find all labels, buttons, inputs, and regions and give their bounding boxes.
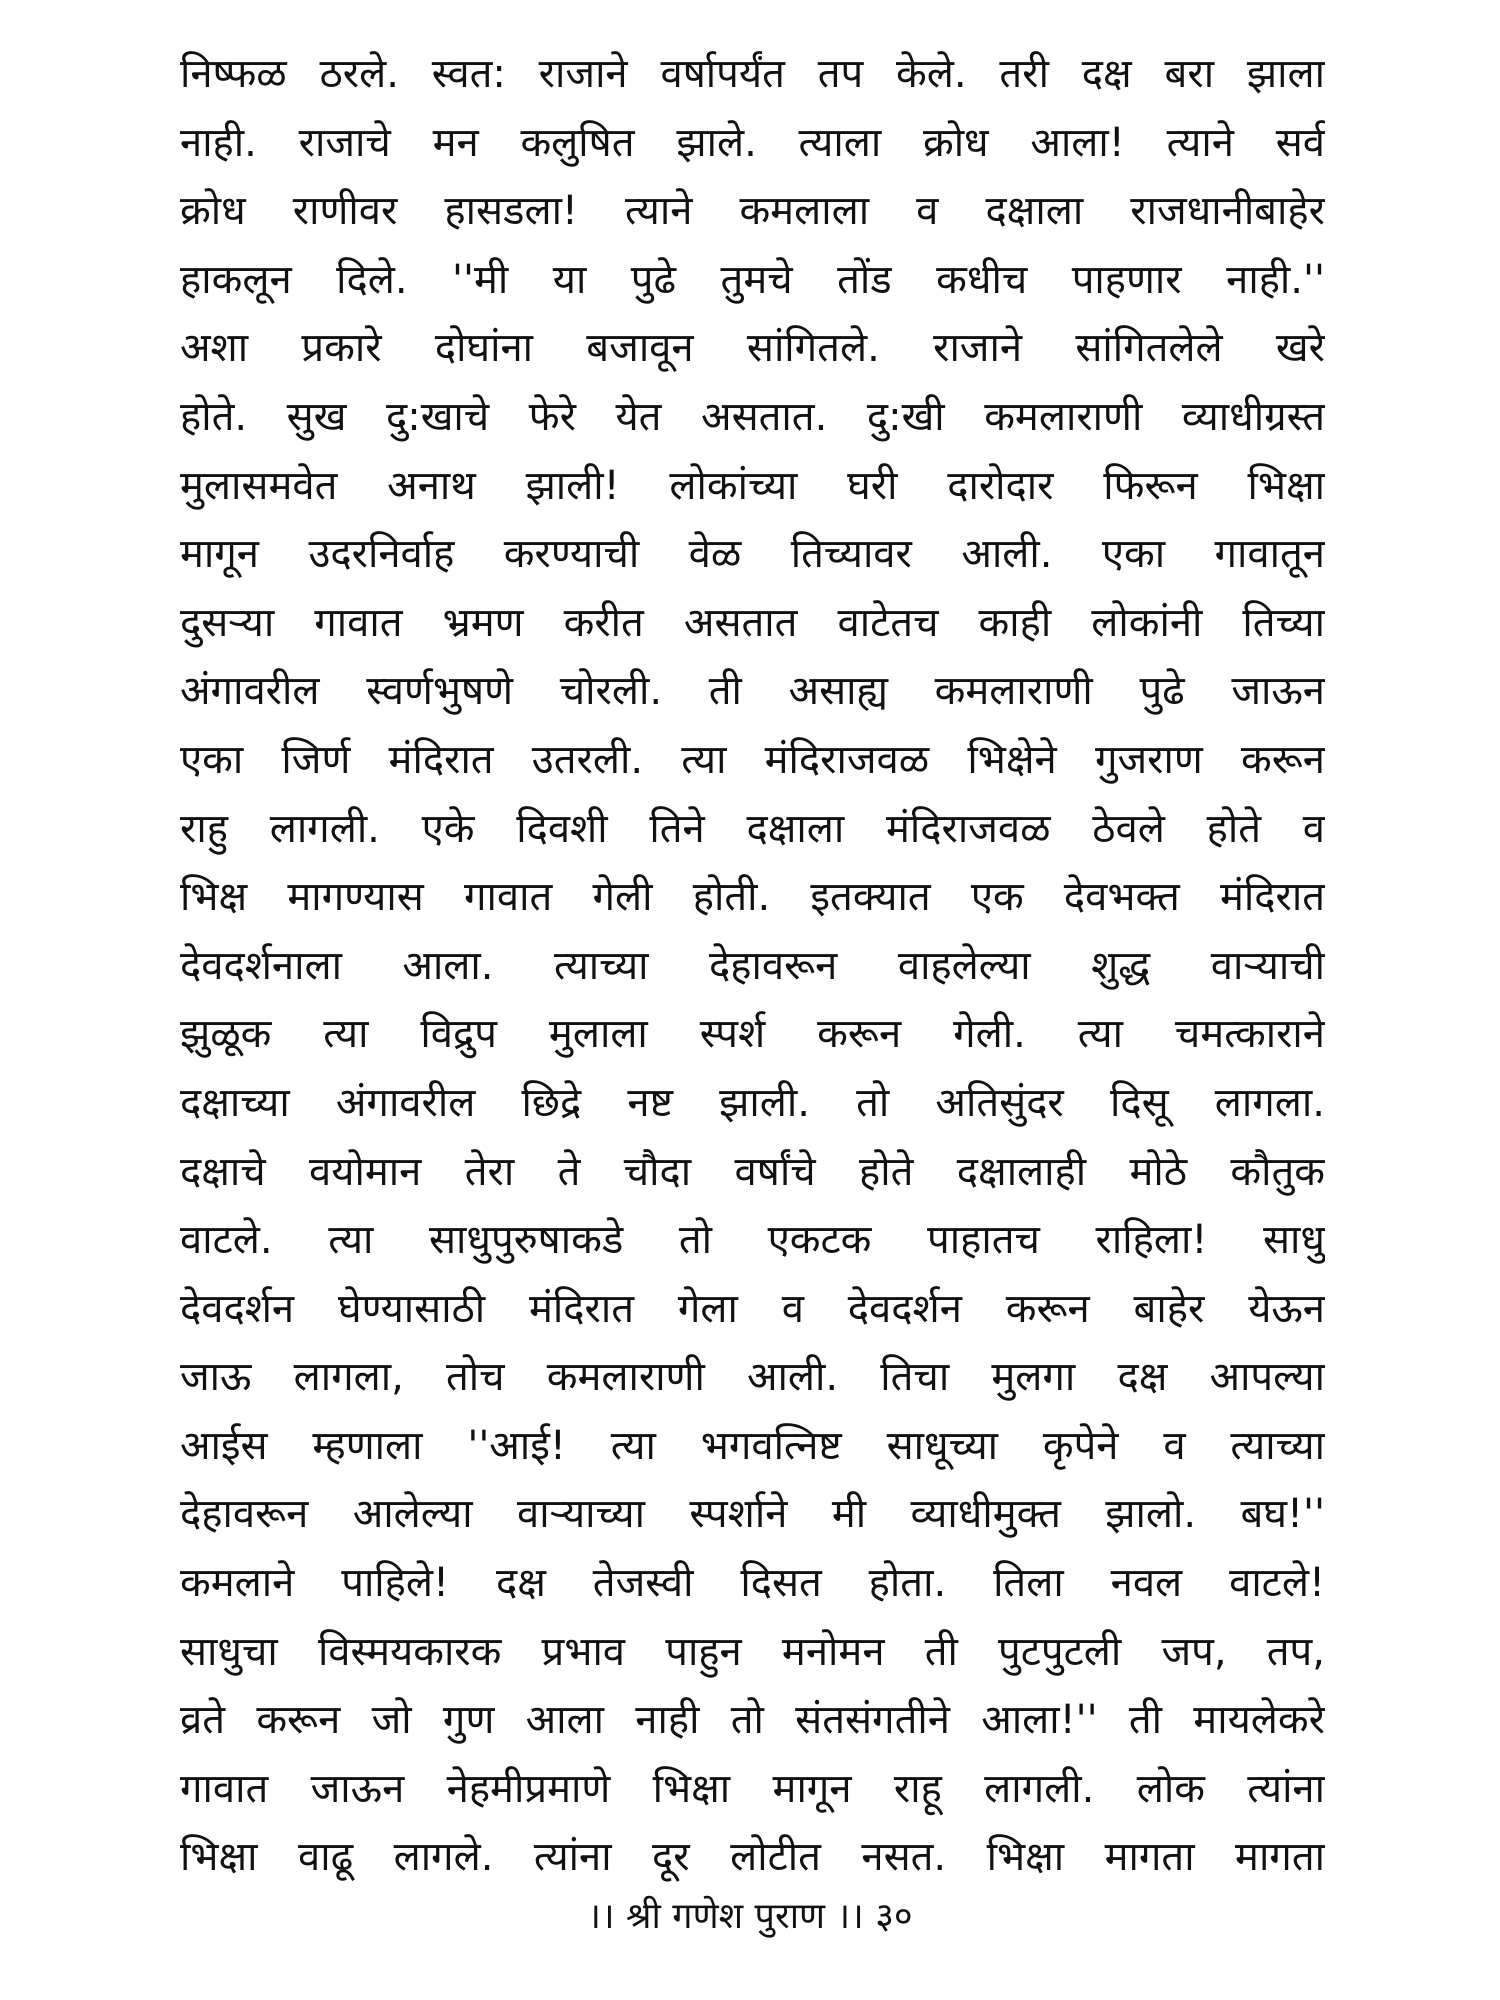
page-footer: ।। श्री गणेश पुराण ।। ३० <box>587 1896 913 1937</box>
text-line: देवदर्शनाला आला. त्याच्या देहावरून वाहलेल्या शुद्ध वाऱ्याची <box>180 942 1325 989</box>
body-text <box>180 40 1325 1892</box>
text-line: क्रोध राणीवर हासडला! त्याने कमलाला व दक्षाला राजधानीबाहेर <box>180 188 1325 235</box>
text-line: दुसऱ्या गावात भ्रमण करीत असतात वाटेतच काही लोकांनी तिच्या <box>180 599 1325 646</box>
text-line: मुलासमवेत अनाथ झाली! लोकांच्या घरी दारोदार फिरून भिक्षा <box>180 462 1325 509</box>
text-line: देवदर्शन घेण्यासाठी मंदिरात गेला व देवदर्शन करून बाहेर येऊन <box>180 1285 1325 1332</box>
text-line: देहावरून आलेल्या वाऱ्याच्या स्पर्शाने मी व्याधीमुक्त झालो. बघ!'' <box>180 1491 1325 1538</box>
text-line: अशा प्रकारे दोघांना बजावून सांगितले. राजाने सांगितलेले खरे <box>180 325 1325 372</box>
text-line: जाऊ लागला, तोच कमलाराणी आली. तिचा मुलगा दक्ष आपल्या <box>180 1354 1325 1401</box>
text-line: होते. सुख दु:खाचे फेरे येत असतात. दु:खी कमलाराणी व्याधीग्रस्त <box>180 393 1325 440</box>
text-line: अंगावरील स्वर्णभुषणे चोरली. ती असाह्य कमलाराणी पुढे जाऊन <box>180 668 1325 715</box>
text-line: निष्फळ ठरले. स्वत: राजाने वर्षापर्यंत तप केले. तरी दक्ष बरा झाला <box>180 51 1325 97</box>
text-line: झुळूक त्या विद्रुप मुलाला स्पर्श करून गेली. त्या चमत्काराने <box>180 1011 1325 1058</box>
text-line: राहु लागली. एके दिवशी तिने दक्षाला मंदिराजवळ ठेवले होते व <box>180 805 1325 852</box>
text-line: एका जिर्ण मंदिरात उतरली. त्या मंदिराजवळ भिक्षेने गुजराण करून <box>180 736 1325 783</box>
text-line: गावात जाऊन नेहमीप्रमाणे भिक्षा मागून राहू लागली. लोक त्यांना <box>180 1765 1325 1812</box>
text-line: वाटले. त्या साधुपुरुषाकडे तो एकटक पाहातच राहिला! साधु <box>180 1217 1325 1264</box>
text-line: दक्षाचे वयोमान तेरा ते चौदा वर्षांचे होते दक्षालाही मोठे कौतुक <box>180 1148 1325 1195</box>
text-line: दक्षाच्या अंगावरील छिद्रे नष्ट झाली. तो अतिसुंदर दिसू लागला. <box>180 1079 1325 1126</box>
text-line: भिक्ष मागण्यास गावात गेली होती. इतक्यात एक देवभक्त मंदिरात <box>180 874 1325 921</box>
text-line: हाकलून दिले. ''मी या पुढे तुमचे तोंड कधीच पाहणार नाही.'' <box>180 256 1325 303</box>
text-line: नाही. राजाचे मन कलुषित झाले. त्याला क्रोध आला! त्याने सर्व <box>180 119 1325 166</box>
text-line: आईस म्हणाला ''आई! त्या भगवत्निष्ट साधूच्या कृपेने व त्याच्या <box>180 1422 1325 1469</box>
text-line: व्रते करून जो गुण आला नाही तो संतसंगतीने आला!'' ती मायलेकरे <box>180 1697 1325 1744</box>
text-line: साधुचा विस्मयकारक प्रभाव पाहुन मनोमन ती पुटपुटली जप, तप, <box>180 1628 1325 1675</box>
text-line: मागून उदरनिर्वाह करण्याची वेळ तिच्यावर आली. एका गावातून <box>180 531 1325 578</box>
text-line: कमलाने पाहिले! दक्ष तेजस्वी दिसत होता. तिला नवल वाटले! <box>180 1560 1325 1607</box>
text-line: भिक्षा वाढू लागले. त्यांना दूर लोटीत नसत. भिक्षा मागता मागता <box>180 1834 1325 1881</box>
